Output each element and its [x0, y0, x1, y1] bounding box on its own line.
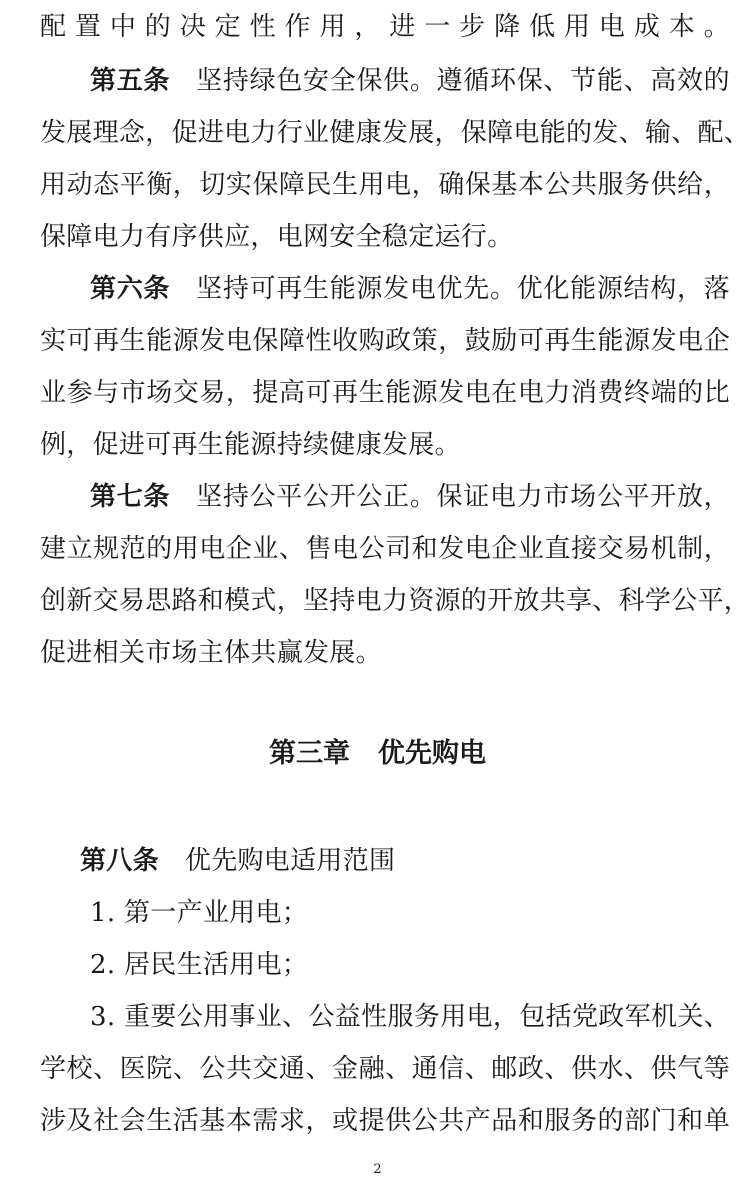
article-8-title: 优先购电适用范围 — [184, 846, 396, 876]
article-5-line-1 — [90, 66, 730, 96]
article-6-text: 坚持可再生能源发电优先。优化能源结构，落 — [196, 274, 730, 304]
article-5-line-2: 发展理念，促进电力行业健康发展，保障电能的发、输、配、 — [40, 118, 751, 148]
article-7-line-3: 创新交易思路和模式，坚持电力资源的开放共享、科学公平， — [40, 586, 751, 616]
chapter-number: 第三章 — [269, 738, 350, 769]
chapter-heading — [0, 738, 755, 770]
article-7-label: 第七条 — [90, 482, 171, 512]
article-7-line-2: 建立规范的用电企业、售电公司和发电企业直接交易机制， — [40, 534, 730, 564]
paragraph-continuation — [40, 12, 730, 42]
article-5-text: 坚持绿色安全保供。遵循环保、节能、高效的 — [196, 66, 730, 96]
article-5-line-3: 用动态平衡，切实保障民生用电，确保基本公共服务供给， — [40, 170, 730, 200]
article-6-line-1 — [90, 274, 730, 304]
page-number: 2 — [373, 1162, 382, 1177]
article-7-text: 坚持公平公开公正。保证电力市场公平开放， — [196, 482, 730, 512]
article-8-heading — [80, 846, 730, 876]
article-7-line-1 — [90, 482, 730, 512]
article-6-line-3: 业参与市场交易，提高可再生能源发电在电力消费终端的比 — [40, 378, 730, 408]
chapter-title: 优先购电 — [378, 738, 486, 769]
article-6-label: 第六条 — [90, 274, 171, 304]
text-line: 配置中的决定性作用，进一步降低用电成本。 — [40, 12, 730, 42]
article-6-line-4: 例，促进可再生能源持续健康发展。 — [40, 430, 461, 460]
article-5-line-4: 保障电力有序供应，电网安全稳定运行。 — [40, 222, 514, 252]
article-6-line-2: 实可再生能源发电保障性收购政策，鼓励可再生能源发电企 — [40, 326, 730, 356]
list-item-2: 2. 居民生活用电； — [90, 950, 309, 980]
list-item-3-line-3: 涉及社会生活基本需求，或提供公共产品和服务的部门和单 — [40, 1106, 730, 1136]
article-8-label: 第八条 — [80, 846, 159, 876]
list-item-3-line-2: 学校、医院、公共交通、金融、通信、邮政、供水、供气等 — [40, 1054, 730, 1084]
list-item-3-line-1: 3. 重要公用事业、公益性服务用电，包括党政军机关、 — [90, 1002, 730, 1032]
article-7-line-4: 促进相关市场主体共赢发展。 — [40, 638, 382, 668]
article-5-label: 第五条 — [90, 66, 171, 96]
list-item-1: 1. 第一产业用电； — [90, 898, 309, 928]
